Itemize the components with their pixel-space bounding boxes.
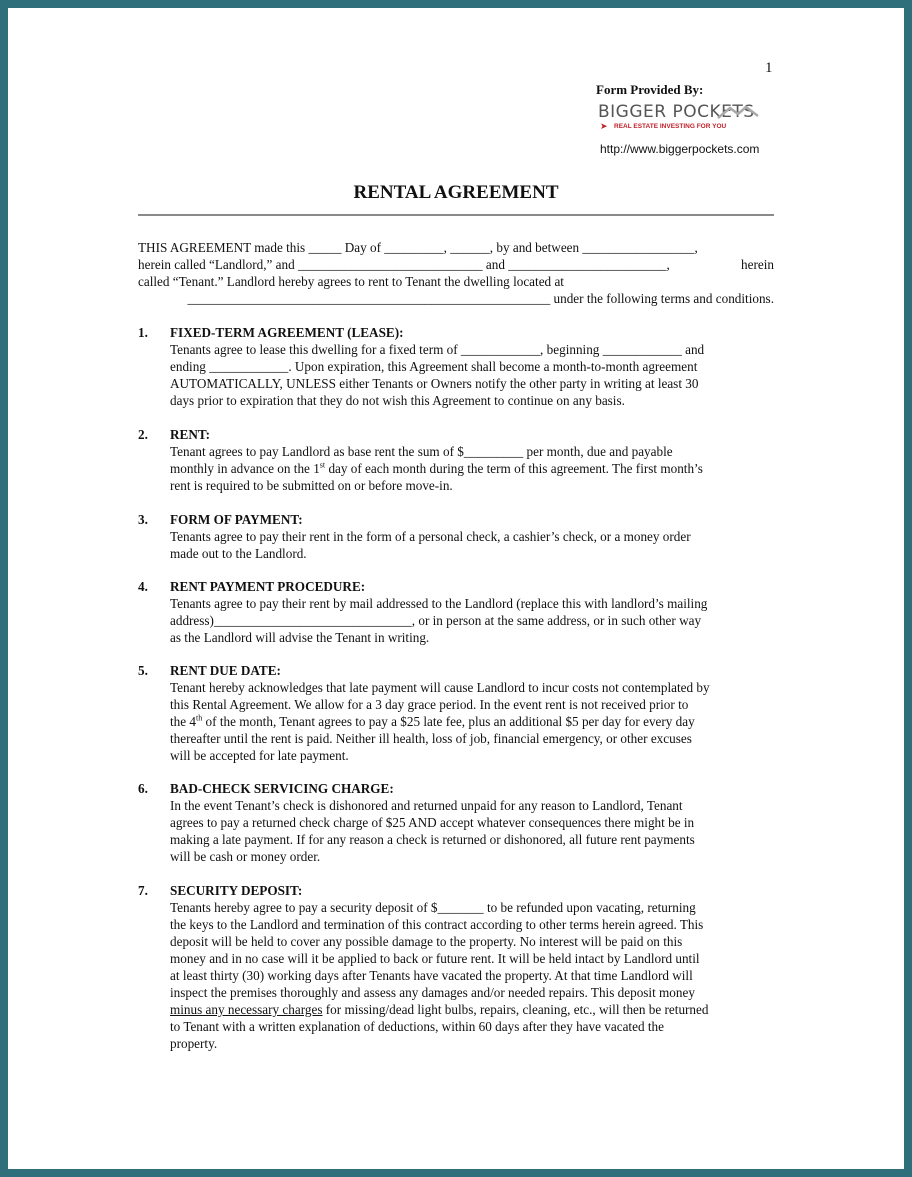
arrow-icon: ➤ <box>600 121 608 131</box>
section-line: to Tenant with a written explanation of deductions, within 60 days after they have vacated the <box>170 1019 664 1034</box>
section-heading: BAD-CHECK SERVICING CHARGE: <box>170 781 394 796</box>
section-line: will be accepted for late payment. <box>170 748 349 763</box>
section-line: inspect the premises thoroughly and assess any damages and/or needed repairs. This deposit money <box>170 985 695 1000</box>
section-line <box>170 713 778 730</box>
section-rent-payment-procedure <box>138 578 778 646</box>
line-text: of the month, Tenant agrees to pay a $25 late fee, plus an additional $5 per day for every day <box>202 714 695 729</box>
section-line: made out to the Landlord. <box>170 546 307 561</box>
section-line: Tenants agree to pay their rent in the form of a personal check, a cashier’s check, or a money order <box>170 529 691 544</box>
section-line: property. <box>170 1036 218 1051</box>
section-heading: RENT: <box>170 427 211 442</box>
section-number: 2. <box>138 427 148 442</box>
ordinal-suffix: st <box>319 460 326 470</box>
section-line: this Rental Agreement. We allow for a 3 day grace period. In the event rent is not received prior to <box>170 697 689 712</box>
section-number: 7. <box>138 883 148 898</box>
section-form-of-payment <box>138 511 778 562</box>
section-line <box>170 1001 778 1018</box>
section-line: as the Landlord will advise the Tenant in writing. <box>170 630 430 645</box>
section-line: days prior to expiration that they do not wish this Agreement to continue on any basis. <box>170 393 625 408</box>
line-text: the 4 <box>170 714 197 729</box>
intro-paragraph <box>138 239 774 307</box>
intro-line-text: herein called “Landlord,” and ____________________________ and ________________________, <box>138 257 670 272</box>
section-line: deposit will be held to cover any possible damage to the property. No interest will be paid on this <box>170 934 683 949</box>
title-divider <box>138 214 774 216</box>
section-heading: FIXED-TERM AGREEMENT (LEASE): <box>170 325 404 340</box>
section-bad-check-charge <box>138 780 778 865</box>
logo-tagline: REAL ESTATE INVESTING FOR YOU <box>614 123 727 130</box>
document-title: RENTAL AGREEMENT <box>353 182 559 203</box>
section-number: 6. <box>138 781 148 796</box>
section-line: at least thirty (30) working days after Tenants have vacated the property. At that time Landlord will <box>170 968 693 983</box>
section-line: Tenants agree to lease this dwelling for a fixed term of ____________, beginning ____________ and <box>170 342 705 357</box>
section-heading: SECURITY DEPOSIT: <box>170 883 303 898</box>
intro-line: THIS AGREEMENT made this _____ Day of _________, ______, by and between _________________, <box>138 240 698 255</box>
section-number: 5. <box>138 663 148 678</box>
section-line: making a late payment. If for any reason a check is returned or dishonored, all future rent payments <box>170 832 695 847</box>
page-number: 1 <box>765 60 773 76</box>
section-heading: FORM OF PAYMENT: <box>170 512 303 527</box>
section-line: AUTOMATICALLY, UNLESS either Tenants or Owners notify the other party in writing at least 30 <box>170 376 699 391</box>
section-security-deposit <box>138 882 778 1052</box>
line-text: for missing/dead light bulbs, repairs, cleaning, etc., will then be returned <box>322 1002 709 1017</box>
underlined-text: minus any necessary charges <box>170 1002 323 1017</box>
section-rent-due-date <box>138 662 778 764</box>
section-line: thereafter until the rent is paid. Neither ill health, loss of job, financial emergency, or other excuses <box>170 731 692 746</box>
ordinal-suffix: th <box>196 713 203 723</box>
line-text: monthly in advance on the 1 <box>170 461 320 476</box>
section-number: 1. <box>138 325 148 340</box>
intro-line: called “Tenant.” Landlord hereby agrees to rent to Tenant the dwelling located at <box>138 274 564 289</box>
section-line: ending ____________. Upon expiration, this Agreement shall become a month-to-month agreement <box>170 359 698 374</box>
section-line: the keys to the Landlord and termination of this contract according to other terms herein agreed. This <box>170 917 704 932</box>
section-line: agrees to pay a returned check charge of $25 AND accept whatever consequences there might be in <box>170 815 695 830</box>
section-number: 4. <box>138 579 148 594</box>
section-line: money and in no case will it be applied to back or future rent. It will be held intact by Landlord until <box>170 951 700 966</box>
house-roof-icon <box>716 104 760 122</box>
intro-line-text: herein <box>741 257 774 272</box>
section-line: address)______________________________, or in person at the same address, or in such other way <box>170 613 702 628</box>
intro-line: _______________________________________________________ under the following terms and conditions. <box>187 291 774 306</box>
section-line: Tenants hereby agree to pay a security deposit of $_______ to be refunded upon vacating, returning <box>170 900 696 915</box>
line-text: day of each month during the term of this agreement. The first month’s <box>325 461 703 476</box>
section-heading: RENT PAYMENT PROCEDURE: <box>170 579 366 594</box>
section-line: will be cash or money order. <box>170 849 321 864</box>
section-line: Tenant agrees to pay Landlord as base rent the sum of $_________ per month, due and payable <box>170 444 673 459</box>
section-fixed-term <box>138 324 778 409</box>
section-line: Tenants agree to pay their rent by mail addressed to the Landlord (replace this with landlord’s mailing <box>170 596 708 611</box>
section-line: Tenant hereby acknowledges that late payment will cause Landlord to incur costs not contemplated by <box>170 680 710 695</box>
bigger-pockets-logo <box>598 102 768 138</box>
section-line <box>170 460 778 477</box>
form-provided-label: Form Provided By: <box>596 82 704 97</box>
section-heading: RENT DUE DATE: <box>170 663 281 678</box>
section-rent <box>138 426 778 494</box>
section-line: In the event Tenant’s check is dishonored and returned unpaid for any reason to Landlord, Tenant <box>170 798 683 813</box>
section-line: rent is required to be submitted on or before move-in. <box>170 478 453 493</box>
intro-line <box>138 256 774 273</box>
website-url[interactable]: http://www.biggerpockets.com <box>600 142 760 156</box>
logo-text: BIGGER POCKETS <box>598 102 755 122</box>
section-number: 3. <box>138 512 148 527</box>
